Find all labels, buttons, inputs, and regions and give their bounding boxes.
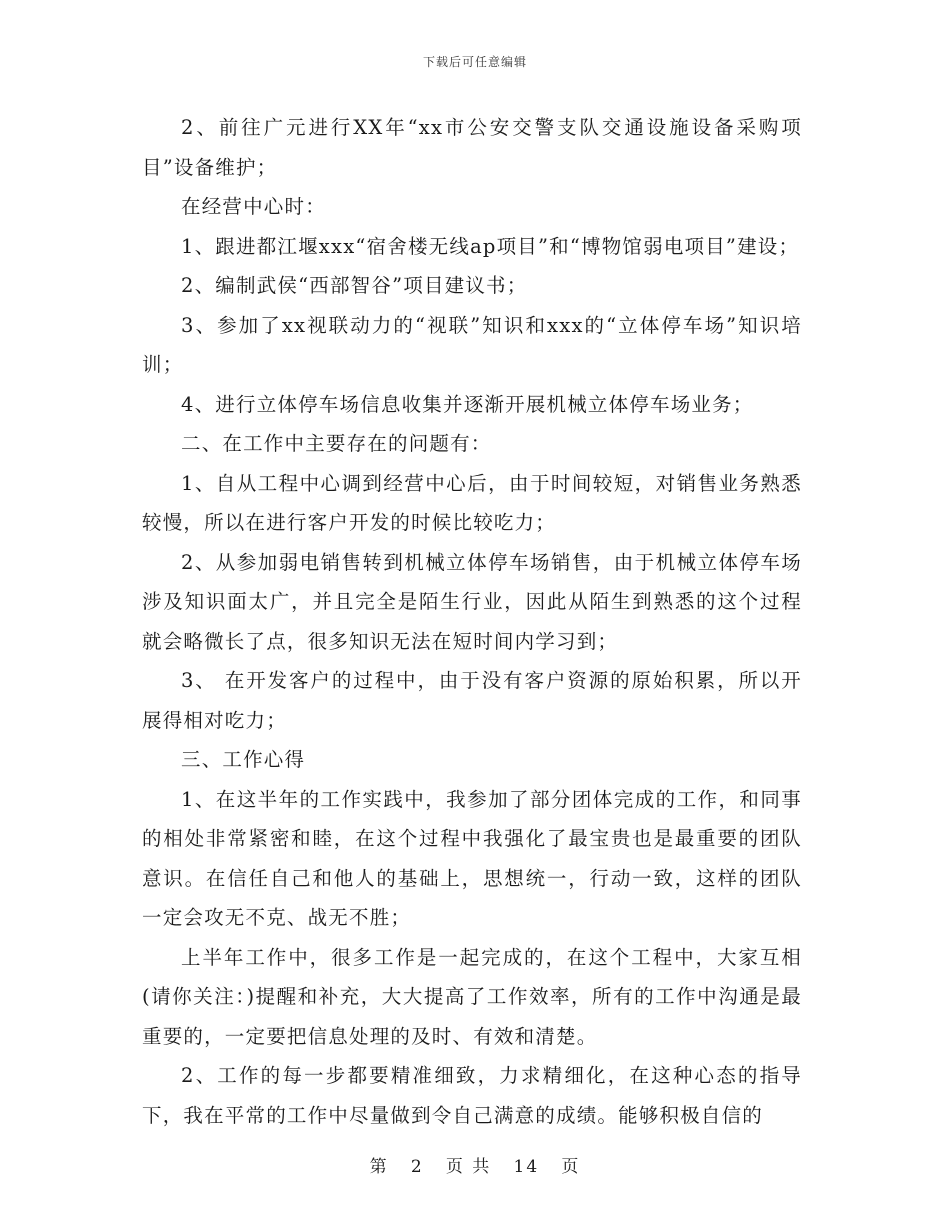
page-header: 下载后可任意编辑	[422, 55, 527, 69]
paragraph: 4、进行立体停车场信息收集并逐渐开展机械立体停车场业务；	[181, 392, 754, 416]
paragraph: 3、参加了xx视联动力的“视联”知识和xxx的“立体停车场”知识培训；	[142, 313, 802, 376]
paragraph: 在经营中心时：	[181, 195, 326, 218]
paragraph: 1、跟进都江堰xxx“宿舍楼无线ap项目”和“博物馆弱电项目”建设；	[181, 234, 800, 258]
footer-prefix: 第	[369, 1157, 389, 1177]
section-heading: 二、在工作中主要存在的问题有：	[181, 432, 492, 455]
current-page-number: 2	[410, 1157, 424, 1177]
paragraph: 1、在这半年的工作实践中，我参加了部分团体完成的工作，和同事的相处非常紧密和睦，在这个过程中我强化了最宝贵也是最重要的团队意识。在信任自己和他人的基础上，思想统一，行动一致，这样的团队一定会攻无不克、战无不胜；	[142, 787, 802, 929]
paragraph: 2、前往广元进行XX年“xx市公安交警支队交通设施设备采购项目”设备维护；	[142, 116, 802, 179]
paragraph: 2、工作的每一步都要精准细致，力求精细化，在这种心态的指导下，我在平常的工作中尽量做到令自己满意的成绩。能够积极自信的	[142, 1064, 802, 1127]
page-footer	[0, 1152, 950, 1177]
document-body	[142, 108, 802, 1135]
paragraph: 2、从参加弱电销售转到机械立体停车场销售，由于机械立体停车场涉及知识面太广，并且完全是陌生行业，因此从陌生到熟悉的这个过程就会略微长了点，很多知识无法在短时间内学习到；	[142, 550, 802, 653]
paragraph: 2、编制武侯“西部智谷”项目建议书；	[181, 274, 528, 297]
paragraph: 上半年工作中，很多工作是一起完成的，在这个工程中，大家互相(请你关注：)提醒和补充，大大提高了工作效率，所有的工作中沟通是最重要的，一定要把信息处理的及时、有效和清楚。	[142, 945, 802, 1048]
footer-middle: 页 共	[445, 1157, 492, 1177]
paragraph: 3、 在开发客户的过程中，由于没有客户资源的原始积累，所以开展得相对吃力；	[142, 669, 802, 732]
paragraph: 1、自从工程中心调到经营中心后，由于时间较短，对销售业务熟悉较慢，所以在进行客户开发的时候比较吃力；	[142, 471, 802, 534]
footer-suffix: 页	[561, 1157, 581, 1177]
section-heading: 三、工作心得	[181, 748, 306, 771]
total-page-count: 14	[513, 1157, 540, 1177]
